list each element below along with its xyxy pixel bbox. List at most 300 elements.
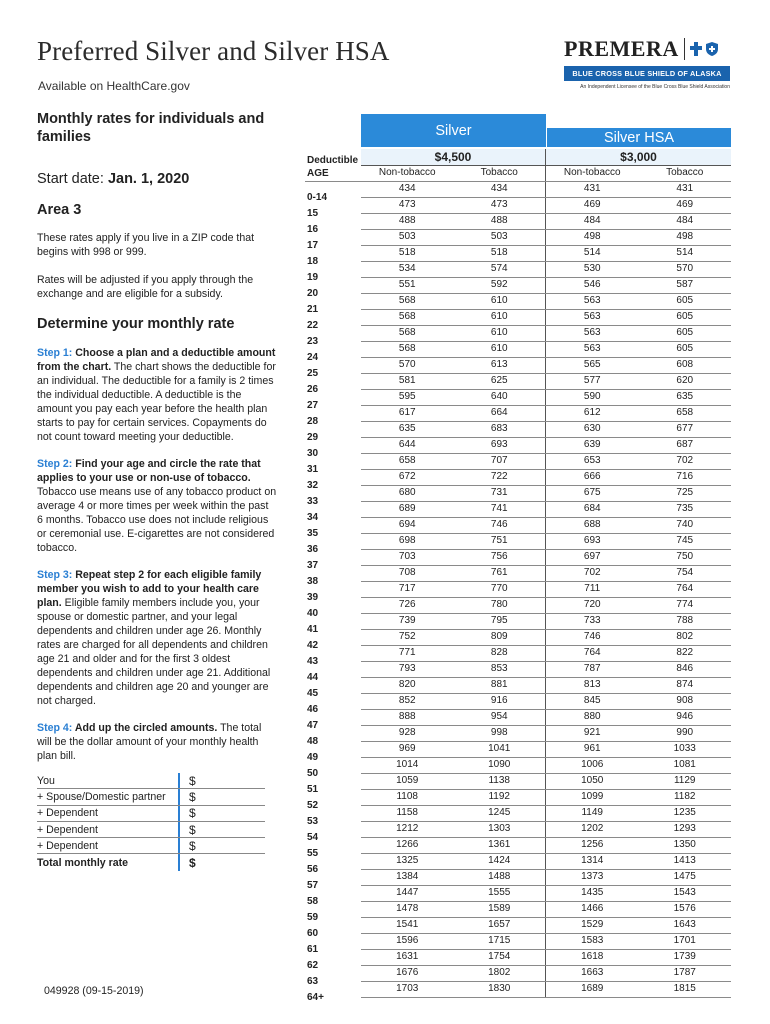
rate-silver-tobacco[interactable]: 518	[454, 246, 547, 261]
rate-hsa-tobacco[interactable]: 1129	[673, 775, 696, 786]
age-cell: 47	[305, 716, 361, 731]
rate-silver-nontobacco[interactable]: 708	[398, 567, 416, 578]
rate-silver-nontobacco[interactable]: 717	[398, 583, 416, 594]
rate-silver-tobacco[interactable]: 1754	[454, 950, 547, 965]
rate-hsa-tobacco[interactable]: 469	[676, 199, 694, 210]
rate-silver-nontobacco[interactable]: 488	[398, 215, 416, 226]
rate-hsa-nontobacco[interactable]: 733	[583, 615, 601, 626]
calc-label: + Dependent	[37, 839, 98, 852]
table-row	[305, 806, 731, 827]
rate-silver-nontobacco[interactable]: 644	[398, 439, 416, 450]
rate-hsa-nontobacco[interactable]: 546	[583, 279, 601, 290]
rate-silver-nontobacco[interactable]: 1108	[396, 791, 418, 802]
calc-label: You	[37, 774, 55, 787]
rate-hsa-nontobacco[interactable]: 921	[583, 727, 601, 738]
rate-silver-nontobacco[interactable]: 793	[398, 663, 416, 674]
rate-silver-nontobacco[interactable]: 771	[398, 647, 416, 658]
rate-silver-tobacco[interactable]: 613	[454, 358, 547, 373]
rate-silver-tobacco[interactable]: 625	[454, 374, 547, 389]
rate-silver-tobacco[interactable]: 488	[454, 214, 547, 229]
rate-silver-tobacco[interactable]: 574	[454, 262, 547, 277]
rate-silver-tobacco[interactable]: 780	[454, 598, 547, 613]
rate-silver-nontobacco[interactable]: 617	[398, 407, 416, 418]
age-cell: 20	[305, 284, 361, 299]
step-4	[37, 721, 277, 763]
col-header-silver-nontobacco: Non-tobacco	[378, 167, 436, 178]
rate-hsa-nontobacco[interactable]: 1663	[581, 967, 604, 978]
step-4-text: The total will be the dollar amount of your monthly health plan bill.	[37, 722, 262, 762]
rate-hsa-nontobacco[interactable]: 1099	[581, 791, 604, 802]
rate-silver-tobacco[interactable]: 881	[454, 678, 547, 693]
rate-hsa-nontobacco[interactable]: 577	[583, 375, 601, 386]
rate-silver-tobacco[interactable]: 1041	[454, 742, 547, 757]
age-cell: 37	[305, 556, 361, 571]
blue-cross-icon	[689, 41, 703, 57]
table-row	[305, 438, 731, 459]
rate-hsa-tobacco[interactable]: 514	[676, 247, 694, 258]
age-cell: 25	[305, 364, 361, 379]
table-row	[305, 790, 731, 811]
rate-silver-nontobacco[interactable]: 726	[398, 599, 416, 610]
rate-silver-tobacco[interactable]: 640	[454, 390, 547, 405]
rate-silver-tobacco[interactable]: 1192	[454, 790, 547, 805]
rate-silver-nontobacco[interactable]: 1447	[396, 887, 419, 898]
rate-silver-tobacco[interactable]: 610	[454, 342, 547, 357]
start-date-label: Start date:	[37, 171, 108, 187]
rate-silver-nontobacco[interactable]: 1596	[396, 935, 419, 946]
rate-hsa-tobacco[interactable]: 1475	[673, 871, 696, 882]
rate-silver-tobacco[interactable]: 664	[454, 406, 547, 421]
rate-hsa-nontobacco[interactable]: 813	[583, 679, 601, 690]
rate-silver-nontobacco[interactable]: 1158	[396, 807, 418, 818]
rate-hsa-tobacco[interactable]: 687	[676, 439, 694, 450]
rate-hsa-nontobacco[interactable]: 746	[583, 631, 601, 642]
rate-hsa-nontobacco[interactable]: 845	[583, 695, 601, 706]
rate-silver-nontobacco[interactable]: 888	[398, 711, 416, 722]
age-cell: 34	[305, 508, 361, 523]
rate-hsa-nontobacco[interactable]: 484	[583, 215, 601, 226]
table-row	[305, 518, 731, 539]
table-row	[305, 902, 731, 923]
rate-hsa-nontobacco[interactable]: 530	[583, 263, 601, 274]
rate-silver-nontobacco[interactable]: 1325	[396, 855, 419, 866]
rate-silver-nontobacco[interactable]: 1059	[396, 775, 419, 786]
rate-silver-nontobacco[interactable]: 1631	[396, 951, 419, 962]
rate-silver-tobacco[interactable]: 707	[454, 454, 547, 469]
rate-silver-tobacco[interactable]: 1245	[454, 806, 547, 821]
age-cell: 39	[305, 588, 361, 603]
rate-silver-nontobacco[interactable]: 694	[398, 519, 416, 530]
rate-silver-tobacco[interactable]: 592	[454, 278, 547, 293]
rate-hsa-tobacco[interactable]: 802	[676, 631, 694, 642]
rate-hsa-tobacco[interactable]: 658	[676, 407, 694, 418]
rate-hsa-nontobacco[interactable]: 675	[583, 487, 601, 498]
calc-amount-field[interactable]: $	[178, 806, 265, 821]
age-cell: 46	[305, 700, 361, 715]
rate-hsa-nontobacco[interactable]: 639	[583, 439, 601, 450]
rate-hsa-nontobacco[interactable]: 961	[583, 743, 601, 754]
rate-hsa-nontobacco[interactable]: 666	[583, 471, 601, 482]
rate-silver-tobacco[interactable]: 761	[454, 566, 547, 581]
rate-hsa-tobacco[interactable]: 1576	[673, 903, 696, 914]
calc-amount-field[interactable]: $	[178, 822, 265, 837]
rate-hsa-tobacco[interactable]: 1293	[673, 823, 696, 834]
rate-silver-nontobacco[interactable]: 672	[398, 471, 416, 482]
table-row	[305, 710, 731, 731]
rate-silver-nontobacco[interactable]: 568	[398, 327, 416, 338]
table-row	[305, 566, 731, 587]
age-cell: 64+	[305, 988, 361, 1003]
rate-silver-nontobacco[interactable]: 1266	[396, 839, 419, 850]
rate-hsa-tobacco[interactable]: 605	[676, 327, 694, 338]
rate-silver-tobacco[interactable]: 1657	[454, 918, 547, 933]
rate-silver-nontobacco[interactable]: 969	[398, 743, 416, 754]
age-cell: 18	[305, 252, 361, 267]
rate-silver-nontobacco[interactable]: 503	[398, 231, 416, 242]
table-row	[305, 918, 731, 939]
plan-header-row	[305, 114, 731, 147]
table-row	[305, 214, 731, 235]
rate-hsa-nontobacco[interactable]: 653	[583, 455, 601, 466]
table-row	[305, 198, 731, 219]
rate-silver-tobacco[interactable]: 770	[454, 582, 547, 597]
rate-hsa-nontobacco[interactable]: 880	[583, 711, 601, 722]
rate-silver-nontobacco[interactable]: 680	[398, 487, 416, 498]
age-cell: 35	[305, 524, 361, 539]
rate-silver-nontobacco[interactable]: 1212	[396, 823, 419, 834]
rate-silver-tobacco[interactable]: 954	[454, 710, 547, 725]
age-cell: 55	[305, 844, 361, 859]
rate-hsa-nontobacco[interactable]: 697	[583, 551, 601, 562]
table-row	[305, 374, 731, 395]
rate-hsa-tobacco[interactable]: 1081	[673, 759, 696, 770]
subsidy-note: Rates will be adjusted if you apply through the exchange and are eligible for a subsidy.	[37, 274, 254, 300]
deductible-row	[305, 149, 731, 166]
rate-silver-tobacco[interactable]: 473	[454, 198, 547, 213]
rate-silver-tobacco[interactable]: 756	[454, 550, 547, 565]
step-3-bold: Repeat step 2 for each eligible family member you wish to add to your health care plan.	[37, 569, 262, 609]
rate-hsa-nontobacco[interactable]: 563	[583, 343, 601, 354]
rate-hsa-tobacco[interactable]: 1413	[673, 855, 696, 866]
rate-silver-nontobacco[interactable]: 1384	[396, 871, 419, 882]
rate-hsa-nontobacco[interactable]: 711	[584, 583, 601, 594]
rate-hsa-tobacco[interactable]: 484	[676, 215, 694, 226]
rate-hsa-nontobacco[interactable]: 1689	[581, 983, 604, 994]
table-row	[305, 310, 731, 331]
rate-silver-nontobacco[interactable]: 635	[398, 423, 416, 434]
age-cell: 61	[305, 940, 361, 955]
table-row	[305, 342, 731, 363]
rate-hsa-nontobacco[interactable]: 1466	[581, 903, 604, 914]
calc-row-dependent	[37, 822, 265, 838]
table-row	[305, 582, 731, 603]
column-header-row	[305, 166, 731, 182]
rate-hsa-tobacco[interactable]: 1543	[673, 887, 696, 898]
age-cell: 21	[305, 300, 361, 315]
rate-silver-tobacco[interactable]: 1555	[454, 886, 547, 901]
col-header-silver-tobacco: Tobacco	[454, 166, 547, 181]
rate-hsa-nontobacco[interactable]: 764	[583, 647, 601, 658]
rate-silver-tobacco[interactable]: 853	[454, 662, 547, 677]
rate-silver-tobacco[interactable]: 1361	[454, 838, 547, 853]
rate-hsa-nontobacco[interactable]: 1149	[581, 807, 603, 818]
rate-hsa-tobacco[interactable]: 946	[676, 711, 694, 722]
rate-hsa-tobacco[interactable]: 605	[676, 295, 694, 306]
rate-hsa-nontobacco[interactable]: 1435	[581, 887, 604, 898]
age-cell: 23	[305, 332, 361, 347]
table-row	[305, 822, 731, 843]
rate-hsa-tobacco[interactable]: 431	[676, 183, 694, 194]
step-2	[37, 457, 277, 555]
rate-silver-tobacco[interactable]: 1424	[454, 854, 547, 869]
rate-silver-tobacco[interactable]: 746	[454, 518, 547, 533]
rate-silver-nontobacco[interactable]: 1014	[396, 759, 419, 770]
step-3-text: Eligible family members include you, your spouse or domestic partner, and your legal dependents and children under age 26. Monthly rates are charged for all dependents and children age 21 and older and for the first 3 oldest dependents and children under age 21. Additional dependents and children age 20 and younger are not charged.	[37, 597, 271, 707]
table-row	[305, 534, 731, 555]
age-cell: 42	[305, 636, 361, 651]
calc-row-dependent	[37, 806, 265, 822]
rate-hsa-nontobacco[interactable]: 702	[583, 567, 601, 578]
age-cell: 41	[305, 620, 361, 635]
rate-silver-nontobacco[interactable]: 703	[398, 551, 416, 562]
rate-silver-tobacco[interactable]: 1303	[454, 822, 547, 837]
rate-hsa-tobacco[interactable]: 635	[676, 391, 694, 402]
rate-hsa-tobacco[interactable]: 1350	[673, 839, 696, 850]
plan-header-silver-hsa: Silver HSA	[546, 128, 731, 147]
rate-hsa-tobacco[interactable]: 570	[676, 263, 694, 274]
rate-hsa-nontobacco[interactable]: 684	[583, 503, 601, 514]
rate-hsa-nontobacco[interactable]: 1006	[581, 759, 604, 770]
rate-silver-nontobacco[interactable]: 698	[398, 535, 416, 546]
start-date	[37, 171, 277, 187]
rate-silver-tobacco[interactable]: 1589	[454, 902, 547, 917]
rate-hsa-nontobacco[interactable]: 514	[583, 247, 601, 258]
step-2-bold: Find your age and circle the rate that applies to your use or non-use of tobacco.	[37, 458, 261, 484]
rate-silver-tobacco[interactable]: 809	[454, 630, 547, 645]
rate-hsa-tobacco[interactable]: 990	[676, 727, 694, 738]
age-column-header: AGE	[305, 166, 361, 181]
calc-amount-field[interactable]: $	[178, 773, 265, 788]
rate-hsa-nontobacco[interactable]: 1529	[581, 919, 604, 930]
age-cell: 58	[305, 892, 361, 907]
rate-silver-tobacco[interactable]: 731	[454, 486, 547, 501]
rate-silver-tobacco[interactable]: 1830	[454, 982, 547, 997]
age-cell: 44	[305, 668, 361, 683]
step-1-number: Step 1:	[37, 347, 76, 359]
table-row	[305, 470, 731, 491]
rate-hsa-tobacco[interactable]: 846	[676, 663, 694, 674]
rate-silver-tobacco[interactable]: 610	[454, 294, 547, 309]
calc-amount-field[interactable]: $	[178, 838, 265, 853]
rate-silver-tobacco[interactable]: 751	[454, 534, 547, 549]
rate-hsa-nontobacco[interactable]: 1202	[581, 823, 604, 834]
rate-silver-tobacco[interactable]: 1802	[454, 966, 547, 981]
rate-hsa-tobacco[interactable]: 764	[676, 583, 694, 594]
rate-silver-nontobacco[interactable]: 534	[398, 263, 416, 274]
rate-silver-nontobacco[interactable]: 568	[398, 343, 416, 354]
rate-hsa-tobacco[interactable]: 1235	[673, 807, 696, 818]
rate-silver-tobacco[interactable]: 503	[454, 230, 547, 245]
table-row	[305, 262, 731, 283]
rate-silver-nontobacco[interactable]: 1478	[396, 903, 419, 914]
rate-silver-nontobacco[interactable]: 752	[398, 631, 416, 642]
table-row	[305, 870, 731, 891]
rate-silver-tobacco[interactable]: 1488	[454, 870, 547, 885]
table-row	[305, 838, 731, 859]
age-cell: 60	[305, 924, 361, 939]
rate-silver-nontobacco[interactable]: 551	[398, 279, 416, 290]
rate-hsa-tobacco[interactable]: 677	[676, 423, 694, 434]
rate-hsa-tobacco[interactable]: 1033	[673, 743, 696, 754]
rate-hsa-nontobacco[interactable]: 1256	[581, 839, 604, 850]
rate-silver-tobacco[interactable]: 828	[454, 646, 547, 661]
age-cell: 28	[305, 412, 361, 427]
rate-silver-nontobacco[interactable]: 852	[398, 695, 416, 706]
rate-silver-tobacco[interactable]: 998	[454, 726, 547, 741]
rate-hsa-nontobacco[interactable]: 787	[583, 663, 601, 674]
rate-silver-tobacco[interactable]: 1138	[454, 774, 547, 789]
calc-row-you	[37, 773, 265, 789]
rate-silver-nontobacco[interactable]: 568	[398, 311, 416, 322]
rate-silver-nontobacco[interactable]: 1703	[396, 983, 419, 994]
rate-silver-nontobacco[interactable]: 1541	[396, 919, 419, 930]
rate-silver-tobacco[interactable]: 683	[454, 422, 547, 437]
rate-silver-nontobacco[interactable]: 518	[398, 247, 416, 258]
rate-silver-nontobacco[interactable]: 568	[398, 295, 416, 306]
rate-hsa-nontobacco[interactable]: 498	[583, 231, 601, 242]
rate-hsa-nontobacco[interactable]: 720	[583, 599, 601, 610]
rate-hsa-tobacco[interactable]: 605	[676, 343, 694, 354]
table-row	[305, 966, 731, 987]
rate-silver-tobacco[interactable]: 610	[454, 310, 547, 325]
rate-hsa-nontobacco[interactable]: 431	[583, 183, 601, 194]
calc-amount-field[interactable]: $	[178, 789, 265, 804]
rate-hsa-nontobacco[interactable]: 563	[583, 295, 601, 306]
rate-silver-tobacco[interactable]: 693	[454, 438, 547, 453]
table-row	[305, 182, 731, 203]
rate-hsa-tobacco[interactable]: 788	[676, 615, 694, 626]
age-cell: 16	[305, 220, 361, 235]
table-row	[305, 614, 731, 635]
logo-subtext: An Independent Licensee of the Blue Cross Blue Shield Association	[580, 84, 730, 90]
rate-hsa-tobacco[interactable]: 702	[676, 455, 694, 466]
age-cell: 15	[305, 204, 361, 219]
rate-silver-tobacco[interactable]: 610	[454, 326, 547, 341]
rate-silver-nontobacco[interactable]: 689	[398, 503, 416, 514]
rate-silver-tobacco[interactable]: 434	[454, 182, 547, 197]
rate-silver-tobacco[interactable]: 1715	[454, 934, 547, 949]
table-row	[305, 774, 731, 795]
rate-hsa-tobacco[interactable]: 750	[676, 551, 694, 562]
age-cell: 50	[305, 764, 361, 779]
rate-silver-nontobacco[interactable]: 928	[398, 727, 416, 738]
rate-hsa-tobacco[interactable]: 822	[676, 647, 694, 658]
rate-silver-nontobacco[interactable]: 570	[398, 359, 416, 370]
rate-hsa-nontobacco[interactable]: 563	[583, 311, 601, 322]
rate-hsa-nontobacco[interactable]: 693	[583, 535, 601, 546]
rate-hsa-nontobacco[interactable]: 1314	[581, 855, 604, 866]
rate-hsa-nontobacco[interactable]: 630	[583, 423, 601, 434]
table-row	[305, 950, 731, 971]
rate-hsa-tobacco[interactable]: 745	[676, 535, 694, 546]
rate-hsa-tobacco[interactable]: 735	[676, 503, 694, 514]
rate-hsa-nontobacco[interactable]: 1583	[581, 935, 604, 946]
age-cell: 52	[305, 796, 361, 811]
rate-silver-nontobacco[interactable]: 739	[398, 615, 416, 626]
rate-silver-nontobacco[interactable]: 595	[398, 391, 416, 402]
rate-hsa-nontobacco[interactable]: 469	[583, 199, 601, 210]
rate-hsa-tobacco[interactable]: 620	[676, 375, 694, 386]
form-code: 049928 (09-15-2019)	[44, 985, 144, 997]
rate-hsa-nontobacco[interactable]: 612	[583, 407, 601, 418]
rate-hsa-tobacco[interactable]: 740	[676, 519, 694, 530]
age-cell: 40	[305, 604, 361, 619]
table-row	[305, 726, 731, 747]
rate-silver-tobacco[interactable]: 1090	[454, 758, 547, 773]
rate-hsa-tobacco[interactable]: 608	[676, 359, 694, 370]
table-row	[305, 646, 731, 667]
table-row	[305, 854, 731, 875]
rate-hsa-nontobacco[interactable]: 1050	[581, 775, 604, 786]
rate-hsa-tobacco[interactable]: 1643	[673, 919, 696, 930]
rate-silver-tobacco[interactable]: 722	[454, 470, 547, 485]
age-cell: 54	[305, 828, 361, 843]
rate-hsa-tobacco[interactable]: 725	[676, 487, 694, 498]
premera-logo	[564, 36, 730, 90]
rate-hsa-tobacco[interactable]: 1815	[673, 983, 696, 994]
rate-hsa-tobacco[interactable]: 716	[676, 471, 694, 482]
rate-silver-nontobacco[interactable]: 473	[398, 199, 416, 210]
rate-silver-tobacco[interactable]: 916	[454, 694, 547, 709]
rate-hsa-tobacco[interactable]: 605	[676, 311, 694, 322]
calc-row-spouse	[37, 789, 265, 805]
rate-hsa-tobacco[interactable]: 908	[676, 695, 694, 706]
rate-hsa-nontobacco[interactable]: 1373	[581, 871, 604, 882]
rate-hsa-tobacco[interactable]: 498	[676, 231, 694, 242]
rate-silver-nontobacco[interactable]: 581	[398, 375, 416, 386]
rate-silver-nontobacco[interactable]: 1676	[396, 967, 419, 978]
table-row	[305, 390, 731, 411]
rate-hsa-tobacco[interactable]: 774	[676, 599, 694, 610]
rate-silver-nontobacco[interactable]: 820	[398, 679, 416, 690]
logo-bar: BLUE CROSS BLUE SHIELD OF ALASKA	[564, 66, 730, 81]
rate-hsa-tobacco[interactable]: 1182	[673, 791, 696, 802]
table-row	[305, 486, 731, 507]
rate-hsa-nontobacco[interactable]: 688	[583, 519, 601, 530]
rate-silver-tobacco[interactable]: 741	[454, 502, 547, 517]
rate-silver-nontobacco[interactable]: 434	[398, 183, 416, 194]
rate-hsa-tobacco[interactable]: 754	[676, 567, 694, 578]
rate-hsa-nontobacco[interactable]: 590	[583, 391, 601, 402]
rate-silver-nontobacco[interactable]: 658	[398, 455, 416, 466]
rate-hsa-nontobacco[interactable]: 563	[583, 327, 601, 338]
age-cell: 38	[305, 572, 361, 587]
calc-total-field[interactable]: $	[178, 854, 265, 870]
rate-hsa-nontobacco[interactable]: 1618	[581, 951, 604, 962]
rate-hsa-nontobacco[interactable]: 565	[583, 359, 601, 370]
rate-hsa-tobacco[interactable]: 1739	[673, 951, 696, 962]
rate-hsa-tobacco[interactable]: 587	[676, 279, 694, 290]
age-cell: 57	[305, 876, 361, 891]
step-2-text: Tobacco use means use of any tobacco product on average 4 or more times per week within the past 6 months. Tobacco use does not include religious or ceremonial use. E-cigarettes are not considered tobacco.	[37, 486, 277, 554]
age-cell: 51	[305, 780, 361, 795]
rate-hsa-tobacco[interactable]: 1701	[673, 935, 696, 946]
rate-hsa-tobacco[interactable]: 1787	[673, 967, 696, 978]
age-cell: 63	[305, 972, 361, 987]
age-cell: 24	[305, 348, 361, 363]
rate-hsa-tobacco[interactable]: 874	[676, 679, 694, 690]
rate-silver-tobacco[interactable]: 795	[454, 614, 547, 629]
